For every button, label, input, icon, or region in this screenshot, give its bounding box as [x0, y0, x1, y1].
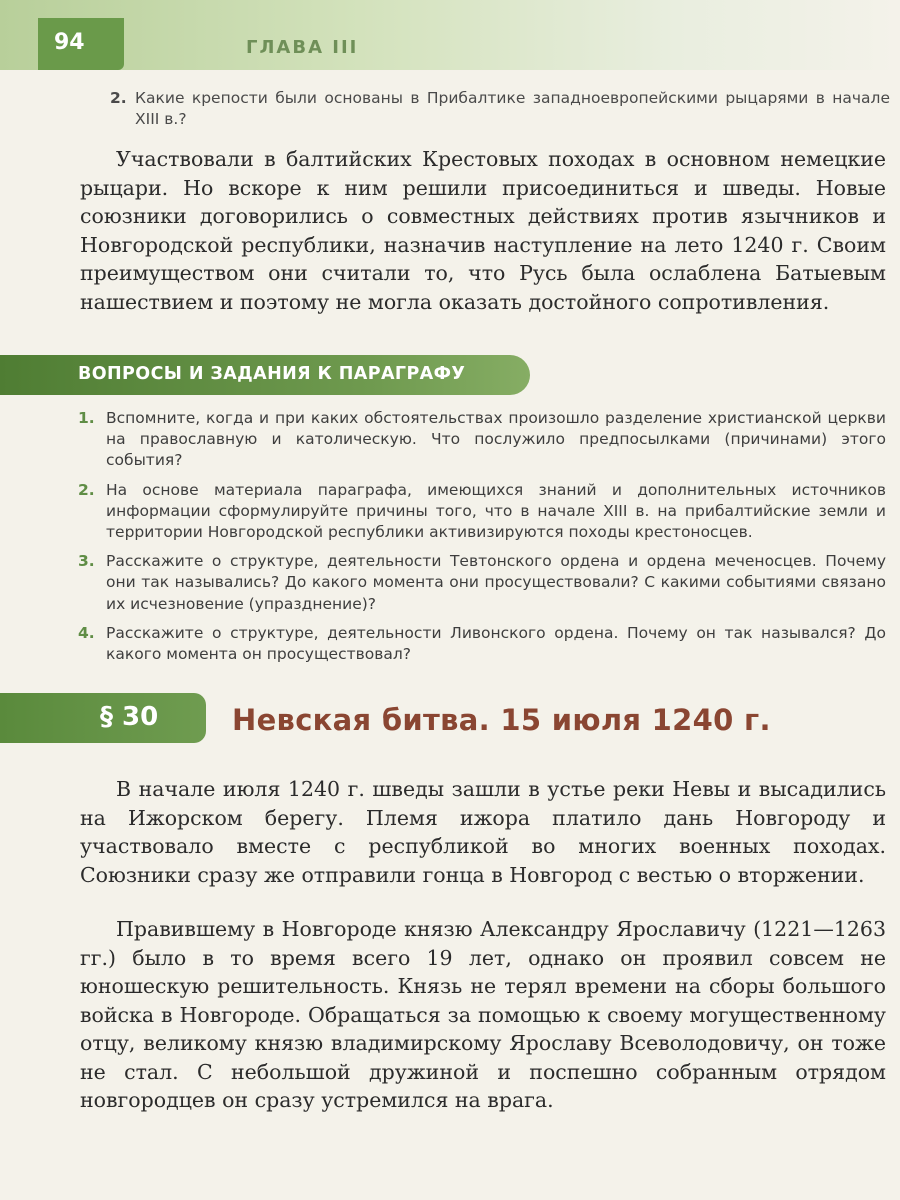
questions-list: [78, 408, 886, 673]
question-item: [78, 480, 886, 544]
questions-section-title: ВОПРОСЫ И ЗАДАНИЯ К ПАРАГРАФУ: [78, 364, 466, 384]
paragraph-title: Невская битва. 15 июля 1240 г.: [232, 703, 771, 737]
question-text: Какие крепости были основаны в Прибалтике западноевропейскими рыцарями в начале XIII в.?: [135, 89, 890, 128]
question-number: 1.: [78, 409, 95, 427]
body-paragraph: В начале июля 1240 г. шведы зашли в устье реки Невы и высадились на Ижорском берегу. Племя ижора платило дань Новгороду и участвовало вместе с республикой во многих военных походах. Союзники сразу же отправили гонца в Новгород с вестью о вторжении.: [80, 777, 886, 887]
body-paragraph: Правившему в Новгороде князю Александру Ярославичу (1221—1263 гг.) было в то время всего 19 лет, однако он проявил совсем не юношескую решительность. Князь не терял времени на сборы большого войска в Новгороде. Обращаться за помощью к своему могущественному отцу, великому князю владимирскому Ярославу Всеволодовичу, он тоже не стал. С небольшой дружиной и поспешно собранным отрядом новгородцев он сразу устремился на врага.: [80, 917, 886, 1112]
question-number: 2.: [110, 89, 127, 107]
question-number: 4.: [78, 623, 95, 642]
intro-paragraph: Участвовали в балтийских Крестовых походах в основном немецкие рыцари. Но вскоре к ним решили присоединиться и шведы. Новые союзники договорились о совместных действиях против язычников и Новгородской республики, назначив наступление на лето 1240 г. Своим преимуществом они считали то, что Русь была ослаблена Батыевым нашествием и поэтому не могла оказать достойного сопротивления.: [80, 147, 886, 314]
question-number: 2.: [78, 480, 95, 499]
question-text: Расскажите о структуре, деятельности Ливонского ордена. Почему он так назывался? До какого момента он просуществовал?: [106, 623, 886, 664]
question-item: [78, 551, 886, 615]
paragraph-number: § 30: [100, 702, 159, 732]
page-number: 94: [54, 30, 85, 55]
question-text: Вспомните, когда и при каких обстоятельствах произошло разделение христианской церкви на православную и католическую. Что послужило предпосылками (причинами) этого события?: [106, 409, 886, 470]
previous-question: [110, 88, 890, 130]
question-text: Расскажите о структуре, деятельности Тевтонского ордена и ордена меченосцев. Почему они так назывались? До какого момента они просуществовали? С какими событиями связано их исчезновение (упразднение)?: [106, 552, 886, 613]
header-band: [0, 0, 900, 70]
question-text: На основе материала параграфа, имеющихся знаний и дополнительных источников информации сформулируйте причины того, что в начале XIII в. на прибалтийские земли и территории Новгородской республики активизируются походы крестоносцев.: [106, 480, 886, 542]
question-item: [78, 623, 886, 665]
question-item: [78, 408, 886, 472]
question-number: 3.: [78, 552, 95, 571]
chapter-heading: ГЛАВА III: [246, 37, 359, 58]
